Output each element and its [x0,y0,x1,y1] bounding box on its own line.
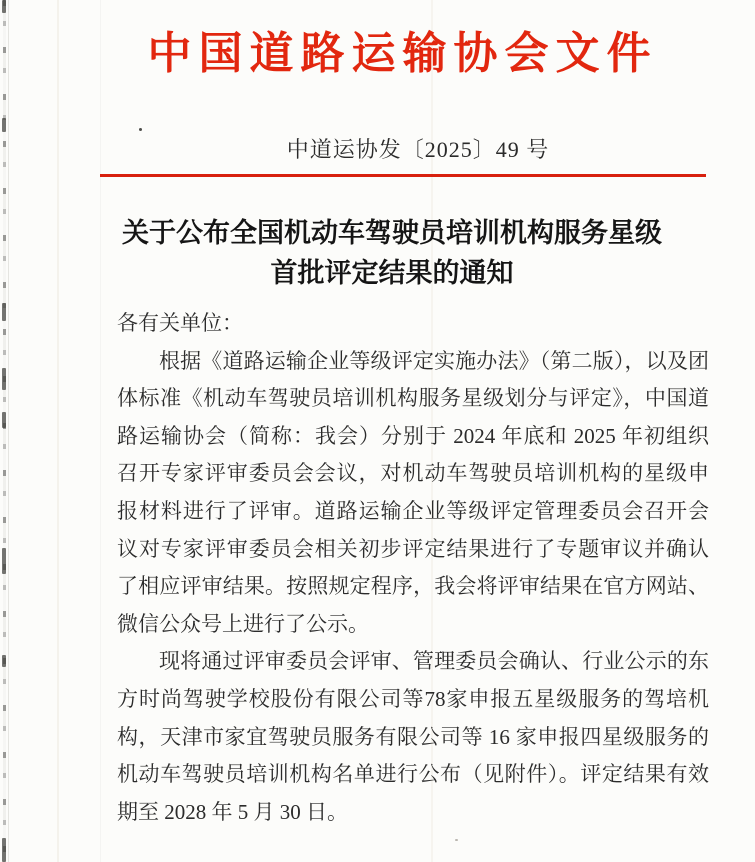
notice-title [72,213,712,293]
body-line: 微信公众号上进行了公示。 [117,611,369,636]
body-line: 机动车驾驶员培训机构名单进行公布（见附件）。评定结果有效 [117,762,709,787]
body-line: 现将通过评审委员会评审、管理委员会确认、行业公示的东 [159,649,709,674]
notice-title-line-2: 首批评定结果的通知 [270,258,514,288]
letterhead-title: 中国道路运输协会文件 [147,29,658,78]
scan-dash [2,368,6,390]
scan-dash [2,118,6,132]
paper-streak [57,0,59,862]
scan-dash [2,655,6,667]
body-line: 路运输协会（简称：我会）分别于 2024 年底和 2025 年初组织 [117,423,709,448]
body-line: 召开专家评审委员会会议，对机动车驾驶员培训机构的星级申 [117,461,709,486]
body-line: 期至 2028 年 5 月 30 日。 [117,799,348,824]
body-line: 议对专家评审委员会相关初步评定结果进行了专题审议并确认 [117,536,709,561]
left-edge-line [8,0,9,862]
scan-dash [2,303,6,321]
notice-title-line-1: 关于公布全国机动车驾驶员培训机构服务星级 [122,218,662,248]
scan-dash [2,838,6,862]
body-line: 体标准《机动车驾驶员培训机构服务星级划分与评定》，中国道 [117,386,709,411]
body-line: 报材料进行了评审。道路运输企业等级评定管理委员会召开会 [117,498,709,523]
red-divider-line [100,174,706,177]
document-number: 中道运协发〔2025〕49 号 [286,137,550,162]
paper-streak [100,0,101,862]
salutation-line: 各有关单位： [117,311,243,335]
scan-dash [2,548,6,574]
document-body [117,305,709,831]
scan-dash [2,0,6,13]
body-line: 方时尚驾驶学校股份有限公司等78家申报五星级服务的驾培机 [117,686,709,711]
ink-speck [455,839,458,841]
body-line: 根据《道路运输企业等级评定实施办法》（第二版），以及团 [159,348,709,373]
body-line: 了相应评审结果。按照规定程序，我会将评审结果在官方网站、 [117,574,709,599]
body-line: 构，天津市家宜驾驶员服务有限公司等 16 家申报四星级服务的 [117,724,709,749]
scan-dash [2,412,6,428]
ink-speck [139,128,142,131]
